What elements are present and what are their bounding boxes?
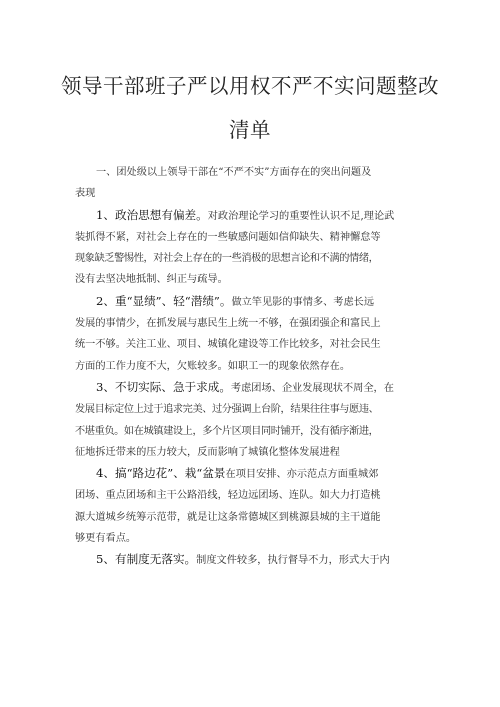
item-2-line-4: 方面的工作力度不大，欠账较多。如职工一的现象依然存在。 xyxy=(75,360,351,372)
item-4-line-4: 够更有看点。 xyxy=(75,533,137,545)
item-3-line-2: 发展目标定位上过于追求完美、过分强调上台阶，结果往往事与愿违、 xyxy=(75,404,379,416)
item-3-line-4: 征地拆迁带来的压力较大，反而影响了城镇化整体发展进程 xyxy=(75,446,340,458)
item-2-text: 做立竿见影的事情多、考虑长远 xyxy=(231,296,375,308)
item-4-first-line xyxy=(75,463,435,485)
item-1-line-3: 现象缺乏警惕性，对社会上存在的一些消极的思想言论和不满的情绪， xyxy=(75,253,379,265)
item-4-line-3: 源大道城乡统筹示范带，就是让这条常德城区到桃源县城的主干道能 xyxy=(75,511,381,523)
item-3-first-line xyxy=(75,377,435,399)
document-body xyxy=(75,162,435,572)
item-2-line-2: 发展的事情少，在抓发展与惠民生上统一不够，在强团强企和富民上 xyxy=(75,318,381,330)
item-4-text: 在项目安排、亦示范点方面重城郊 xyxy=(225,469,379,481)
item-1-first-line xyxy=(75,205,435,227)
item-1-heading: 1、政治思想有偏差。 xyxy=(96,207,208,222)
section-heading-line2: 表现 xyxy=(75,188,96,200)
item-4-heading: 4、搞“路边花”、栽“盆景 xyxy=(96,466,226,481)
item-2-heading: 2、重“显绩”、轻“潜绩”。 xyxy=(96,293,232,308)
item-1-line-4: 没有去坚决地抵制、纠正与疏导。 xyxy=(75,274,228,286)
item-3-text: 考虑团场、企业发展现状不周全，在 xyxy=(230,382,394,394)
item-5-first-line xyxy=(75,549,435,571)
item-1-line-2: 装抓得不紧，对社会上存在的一些敏感问题如信仰缺失、精神懈怠等 xyxy=(75,231,381,243)
section-heading-line1: 一、团处级以上领导干部在“不严不实”方面存在的突出问题及 xyxy=(96,167,372,178)
document-title-line2: 清单 xyxy=(229,118,271,142)
item-1-text: 对政治理论学习的重要性认识不足,理论武 xyxy=(207,210,395,222)
item-3-line-3: 不堪重负。如在城镇建设上，多个片区项目同时铺开，没有循序渐进， xyxy=(75,425,379,437)
item-5-text: 制度文件较多，执行督导不力，形式大于内 xyxy=(196,555,390,567)
item-3-heading: 3、不切实际、急于求成。 xyxy=(96,379,231,394)
item-5-heading: 5、有制度无落实。 xyxy=(96,552,197,567)
item-4-line-2: 团场、重点团场和主干公路沿线，轻边远团场、连队。如大力打造桃 xyxy=(75,490,381,502)
item-2-first-line xyxy=(75,291,435,313)
document-title-line1: 领导干部班子严以用权不严不实问题整改 xyxy=(61,74,439,98)
item-2-line-3: 统一不够。关注工业、项目、城镇化建设等工作比较多，对社会民生 xyxy=(75,339,381,351)
